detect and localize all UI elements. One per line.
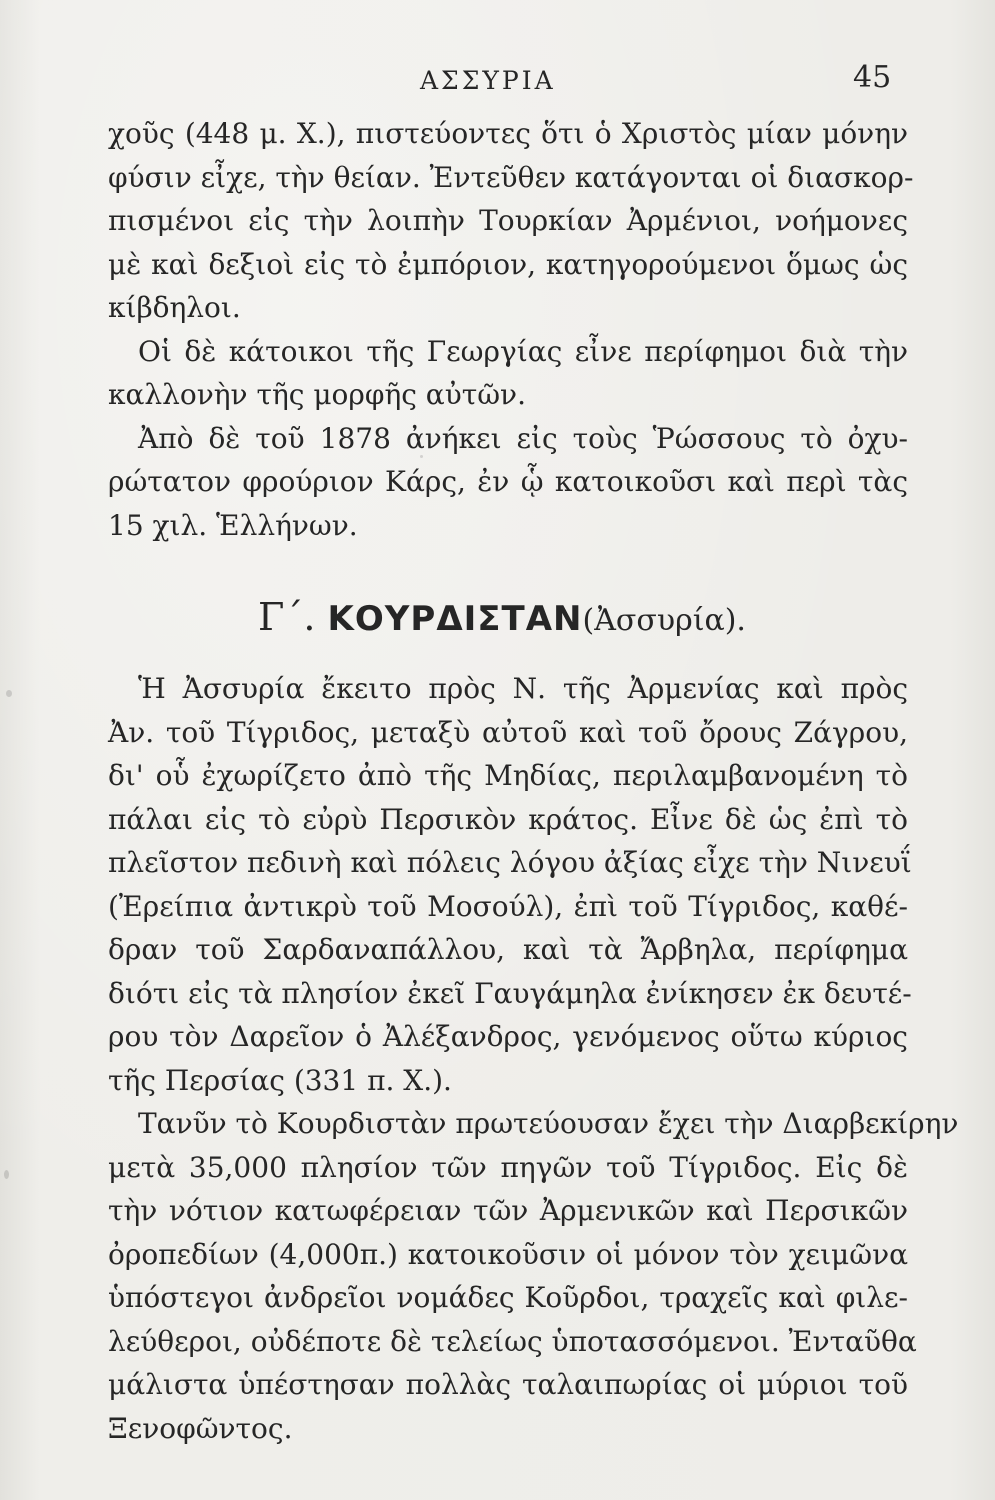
text-line: τῆς Περσίας (331 π. Χ.).: [108, 1063, 452, 1097]
text-line: πλεῖστον πεδινὴ καὶ πόλεις λόγου ἀξίας εἶχε τὴν Νινευΐ: [108, 846, 912, 879]
text-line: κίβδηλοι.: [108, 291, 241, 324]
text-line: Ἡ Ἀσσυρία ἔκειτο πρὸς Ν. τῆς Ἀρμενίας καὶ πρὸς: [138, 672, 908, 705]
running-title: ΑΣΣΥΡΙΑ: [420, 66, 556, 95]
text-line: πάλαι εἰς τὸ εὐρὺ Περσικὸν κράτος. Εἶνε δὲ ὡς ἐπὶ τὸ: [108, 802, 908, 836]
text-line: πισμένοι εἰς τὴν λοιπὴν Τουρκίαν Ἀρμένιοι, νοήμονες: [108, 204, 908, 237]
text-line: καλλονὴν τῆς μορφῆς αὐτῶν.: [108, 378, 526, 411]
text-line: Ξενοφῶντος.: [108, 1411, 293, 1445]
section-title: ΚΟΥΡΔΙΣΤΑΝ: [327, 599, 583, 639]
text-line: ὀροπεδίων (4,000π.) κατοικοῦσιν οἱ μόνον τὸν χειμῶνα: [108, 1237, 908, 1271]
text-line: μάλιστα ὑπέστησαν πολλὰς ταλαιπωρίας οἱ μύριοι τοῦ: [108, 1368, 908, 1401]
text-line: λεύθεροι, οὐδέποτε δὲ τελείως ὑποτασσόμενοι. Ἐνταῦθα: [108, 1324, 917, 1358]
text-line: μετὰ 35,000 πλησίον τῶν πηγῶν τοῦ Τίγριδος. Εἰς δὲ: [108, 1150, 908, 1184]
spacer: [108, 547, 908, 567]
body-text: [108, 112, 959, 1450]
paragraph: [108, 330, 908, 417]
paragraph: [108, 1102, 959, 1450]
text-line: διότι εἰς τὰ πλησίον ἐκεῖ Γαυγάμηλα ἐνίκησεν ἐκ δευτέ-: [108, 976, 912, 1010]
text-line: (Ἐρείπια ἀντικρὺ τοῦ Μοσούλ), ἐπὶ τοῦ Τίγριδος, καθέ-: [108, 889, 908, 923]
section-subtitle: (Ἀσσυρία).: [582, 603, 746, 638]
text-line: ὑπόστεγοι ἀνδρεῖοι νομάδες Κοῦρδοι, τραχεῖς καὶ φιλε-: [108, 1281, 908, 1314]
text-line: Ἀπὸ δὲ τοῦ 1878 ἀνήκει εἰς τοὺς Ῥώσσους τὸ ὀχυ-: [138, 421, 908, 455]
section-heading: [108, 567, 908, 667]
text-line: 15 χιλ. Ἑλλήνων.: [108, 508, 358, 542]
ink-blot: [4, 1170, 9, 1179]
text-line: μὲ καὶ δεξιοὶ εἰς τὸ ἐμπόριον, κατηγορούμενοι ὅμως ὡς: [108, 247, 908, 281]
paragraph: [108, 417, 908, 548]
text-line: ρου τὸν Δαρεῖον ὁ Ἀλέξανδρος, γενόμενος οὕτω κύριος: [108, 1020, 908, 1053]
text-line: Τανῦν τὸ Κουρδιστὰν πρωτεύουσαν ἔχει τὴν Διαρβεκίρην: [138, 1107, 959, 1140]
text-line: ρώτατον φρούριον Κάρς, ἐν ᾧ κατοικοῦσι καὶ περὶ τὰς: [108, 465, 908, 498]
text-line: Οἱ δὲ κάτοικοι τῆς Γεωργίας εἶνε περίφημοι διὰ τὴν: [138, 334, 908, 368]
text-line: φύσιν εἶχε, τὴν θείαν. Ἐντεῦθεν κατάγονται οἱ διασκορ-: [108, 160, 914, 194]
section-number: Γ΄.: [258, 595, 316, 639]
text-line: τὴν νότιον κατωφέρειαν τῶν Ἀρμενικῶν καὶ Περσικῶν: [108, 1194, 908, 1227]
text-line: Ἀν. τοῦ Τίγριδος, μεταξὺ αὐτοῦ καὶ τοῦ ὄρους Ζάγρου,: [108, 715, 908, 749]
page-number: 45: [853, 60, 892, 95]
ink-blot: [6, 690, 12, 697]
text-line: δι' οὗ ἐχωρίζετο ἀπὸ τῆς Μηδίας, περιλαμβανομένη τὸ: [108, 759, 908, 792]
page-header: [0, 58, 995, 98]
text-line: δραν τοῦ Σαρδαναπάλλου, καὶ τὰ Ἄρβηλα, περίφημα: [108, 933, 908, 966]
paragraph: [108, 112, 914, 330]
text-line: χοῦς (448 μ. Χ.), πιστεύοντες ὅτι ὁ Χριστὸς μίαν μόνην: [108, 117, 908, 150]
paragraph: [108, 667, 912, 1102]
